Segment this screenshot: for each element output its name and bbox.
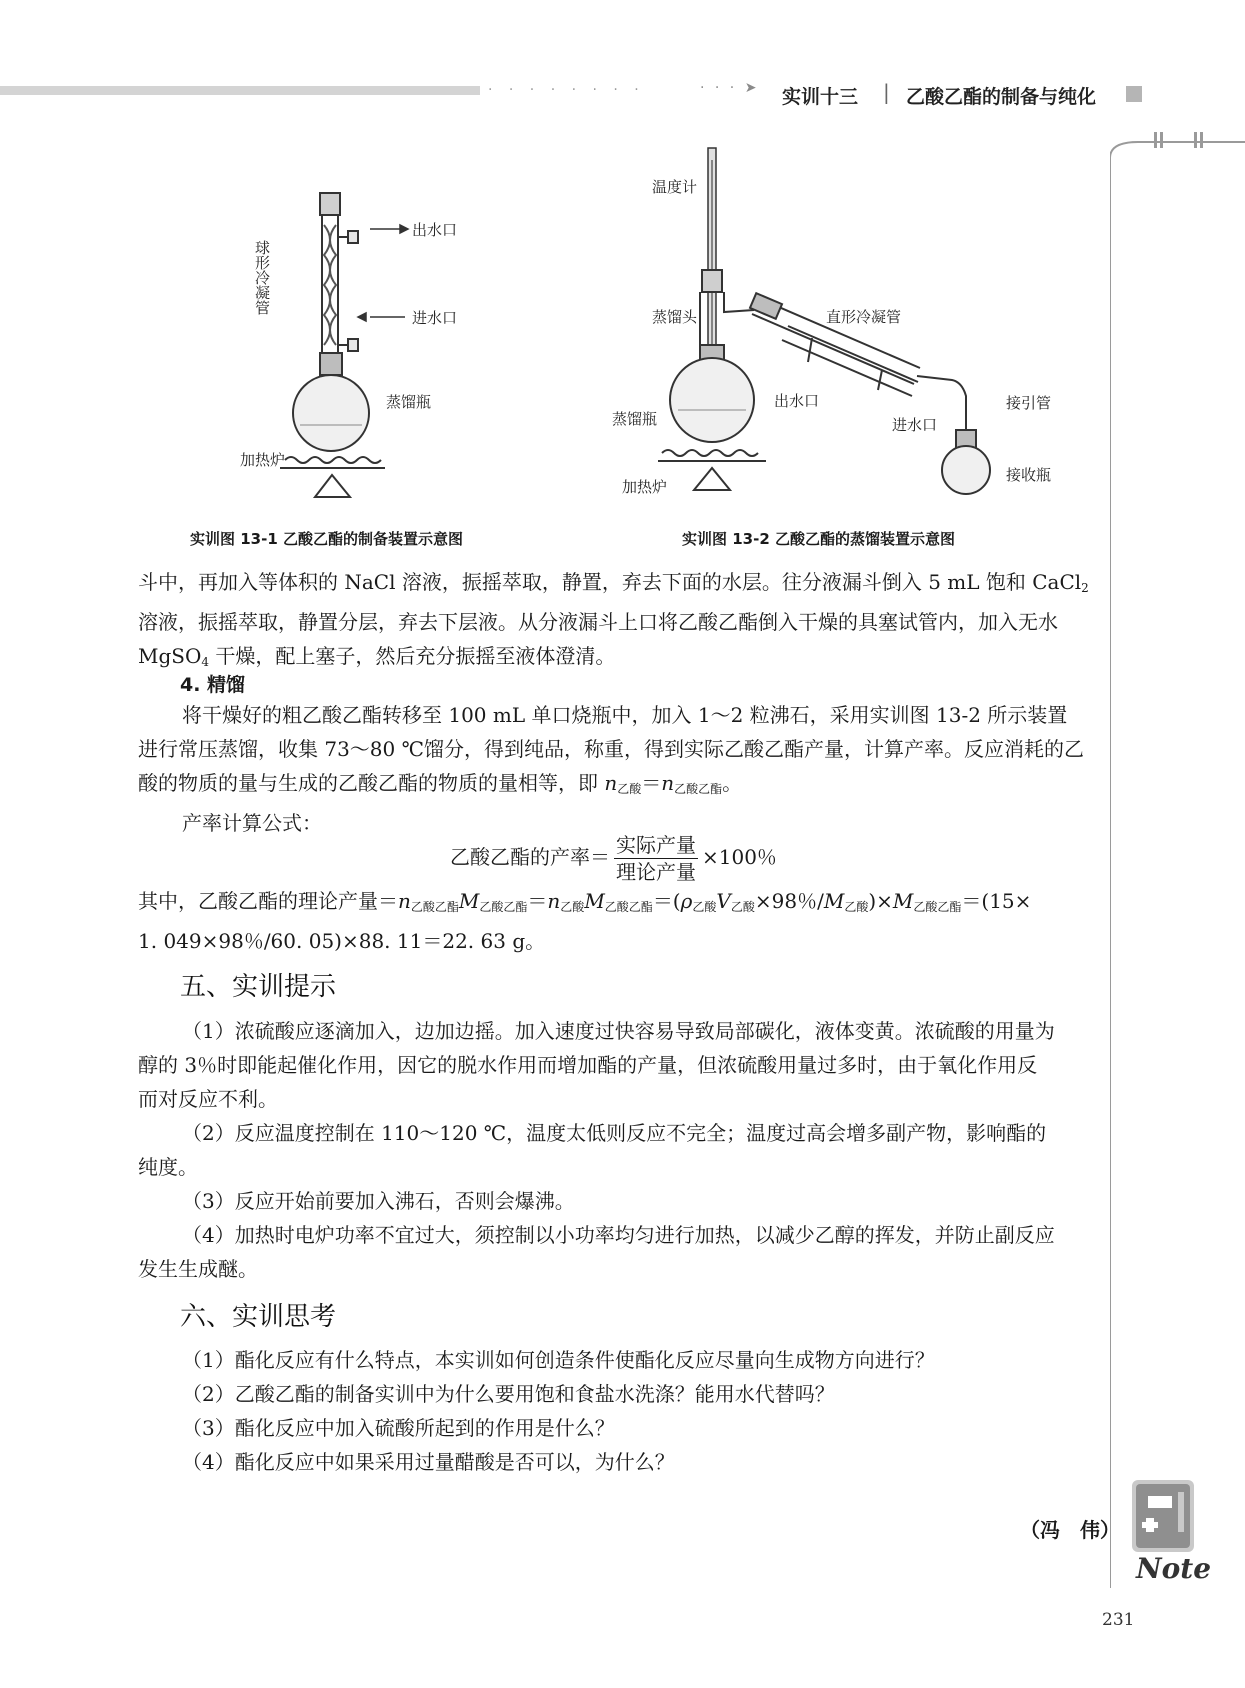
header-title: 乙酸乙酯的制备与纯化	[906, 86, 1097, 108]
distillation-flask	[293, 375, 369, 451]
label-water-out: 出水口	[774, 392, 820, 410]
question-line: （3）酯化反应中加入硫酸所起到的作用是什么？	[182, 1416, 615, 1440]
section-5-tips	[138, 1014, 1100, 1286]
figure-13-1-caption: 实训图 13-1 乙酸乙酯的制备装置示意图	[190, 530, 463, 548]
label-still-head: 蒸馏头	[652, 308, 698, 326]
tip-line: （3）反应开始前要加入沸石，否则会爆沸。	[182, 1189, 575, 1213]
tip-line: （4）加热时电炉功率不宜过大，须控制以小功率均匀进行加热，以减少乙醇的挥发，并防止副反应	[182, 1223, 1055, 1247]
section-5-title: 五、实训提示	[180, 972, 337, 1002]
tip-line: 而对反应不利。	[138, 1087, 278, 1111]
paragraph-distillation	[138, 698, 1100, 840]
text-line: 产率计算公式：	[182, 811, 322, 835]
text-line: 酸的物质的量与生成的乙酸乙酯的物质的量相等，即 $n_{乙酸}=n_{乙酸乙酯}$。	[138, 771, 743, 796]
tip-line: （1）浓硫酸应逐滴加入，边加边摇。加入速度过快容易导致局部碳化，液体变黄。浓硫酸的用量为	[182, 1019, 1055, 1043]
reflux-condenser	[320, 193, 358, 375]
side-margin-decoration	[1110, 128, 1245, 1588]
section-6-title: 六、实训思考	[180, 1302, 337, 1332]
question-line: （1）酯化反应有什么特点，本实训如何创造条件使酯化反应尽量向生成物方向进行？	[182, 1348, 935, 1372]
label-flask: 蒸馏瓶	[386, 393, 432, 411]
page-number: 231	[1102, 1610, 1135, 1630]
yield-fraction: $\frac{\text{实际产量}}{\text{理论产量}}$	[616, 833, 696, 884]
label-heater: 加热炉	[622, 478, 668, 496]
label-water-in: 进水口	[892, 416, 938, 434]
thermometer	[708, 148, 716, 348]
header-chapter: 实训十三	[782, 86, 859, 108]
question-line: （2）乙酸乙酯的制备实训中为什么要用饱和食盐水洗涤？能用水代替吗？	[182, 1382, 835, 1406]
header-separator: |	[883, 80, 890, 104]
text-line: 溶液，振摇萃取，静置分层，弃去下层液。从分液漏斗上口将乙酸乙酯倒入干燥的具塞试管内，加入无水	[138, 610, 1058, 634]
heating-plate	[658, 450, 766, 490]
paragraph-calculation	[138, 884, 1100, 958]
header-arrow: · · · ➤	[700, 80, 760, 96]
text-line: 将干燥好的粗乙酸乙酯转移至 100 mL 单口烧瓶中，加入 1～2 粒沸石，采用实训图 13-2 所示装置	[182, 703, 1068, 727]
author: （冯 伟）	[1020, 1518, 1120, 1542]
label-receiver: 接收瓶	[1006, 466, 1052, 484]
label-thermometer: 温度计	[652, 178, 698, 196]
label-flask: 蒸馏瓶	[612, 410, 658, 428]
text-line: 进行常压蒸馏，收集 73～80 ℃馏分，得到纯品，称重，得到实际乙酸乙酯产量，计算产率。反应消耗的乙	[138, 737, 1084, 761]
label-adapter: 接引管	[1006, 394, 1052, 412]
question-line: （4）酯化反应中如果采用过量醋酸是否可以，为什么？	[182, 1450, 675, 1474]
header-bar	[0, 86, 480, 95]
tip-line: （2）反应温度控制在 110～120 ℃，温度太低则反应不完全；温度过高会增多副产物，影响酯的	[182, 1121, 1047, 1145]
label-heater: 加热炉	[240, 451, 286, 469]
section-6-questions	[138, 1343, 1100, 1479]
yield-formula: 乙酸乙酯的产率＝ $\frac{\text{实际产量}}{\text{理论产量}}$ ×100％	[450, 833, 777, 884]
water-arrows	[358, 225, 408, 321]
note-book-icon	[1132, 1480, 1194, 1552]
label-water-out: 出水口	[412, 221, 458, 239]
text-line: MgSO$_4$ 干燥，配上塞子，然后充分振摇至液体澄清。	[138, 644, 616, 669]
tip-line: 发生生成醚。	[138, 1257, 258, 1281]
header-square	[1126, 86, 1142, 102]
text-line: 其中，乙酸乙酯的理论产量$=n_{乙酸乙酯}M_{乙酸乙酯}=n_{乙酸}M_{乙酸乙酯}=(\rho_{乙酸}V_{乙酸}\times 98$％$/M_{乙酸})\times M_{乙酸乙酯}=(15\times$	[138, 889, 1032, 914]
tip-line: 醇的 3％时即能起催化作用，因它的脱水作用而增加酯的产量，但浓硫酸用量过多时，由于氧化作用反	[138, 1053, 1038, 1077]
figure-13-2-diagram	[612, 140, 1082, 515]
paragraph-washing	[138, 565, 1100, 679]
figure-13-1-diagram	[240, 185, 540, 515]
header-dots: · · · · · · · ·	[488, 82, 645, 98]
subheading-distillation: 4. 精馏	[180, 674, 246, 696]
label-straight-condenser: 直形冷凝管	[826, 308, 902, 326]
tip-line: 纯度。	[138, 1155, 198, 1179]
side-note-label: Note	[1136, 1552, 1212, 1585]
heating-plate	[280, 457, 385, 497]
receiver-flask	[942, 430, 990, 494]
label-water-in: 进水口	[412, 309, 458, 327]
figure-13-2-caption: 实训图 13-2 乙酸乙酯的蒸馏装置示意图	[682, 530, 955, 548]
text-line: 1. 049×98％/60. 05)×88. 11＝22. 63 g。	[138, 929, 546, 953]
label-condenser: 球形冷凝管	[253, 240, 271, 315]
text-line: 斗中，再加入等体积的 NaCl 溶液，振摇萃取，静置，弃去下面的水层。往分液漏斗倒入 5 mL 饱和 CaCl$_2$	[138, 570, 1089, 595]
distillation-flask	[670, 358, 754, 442]
